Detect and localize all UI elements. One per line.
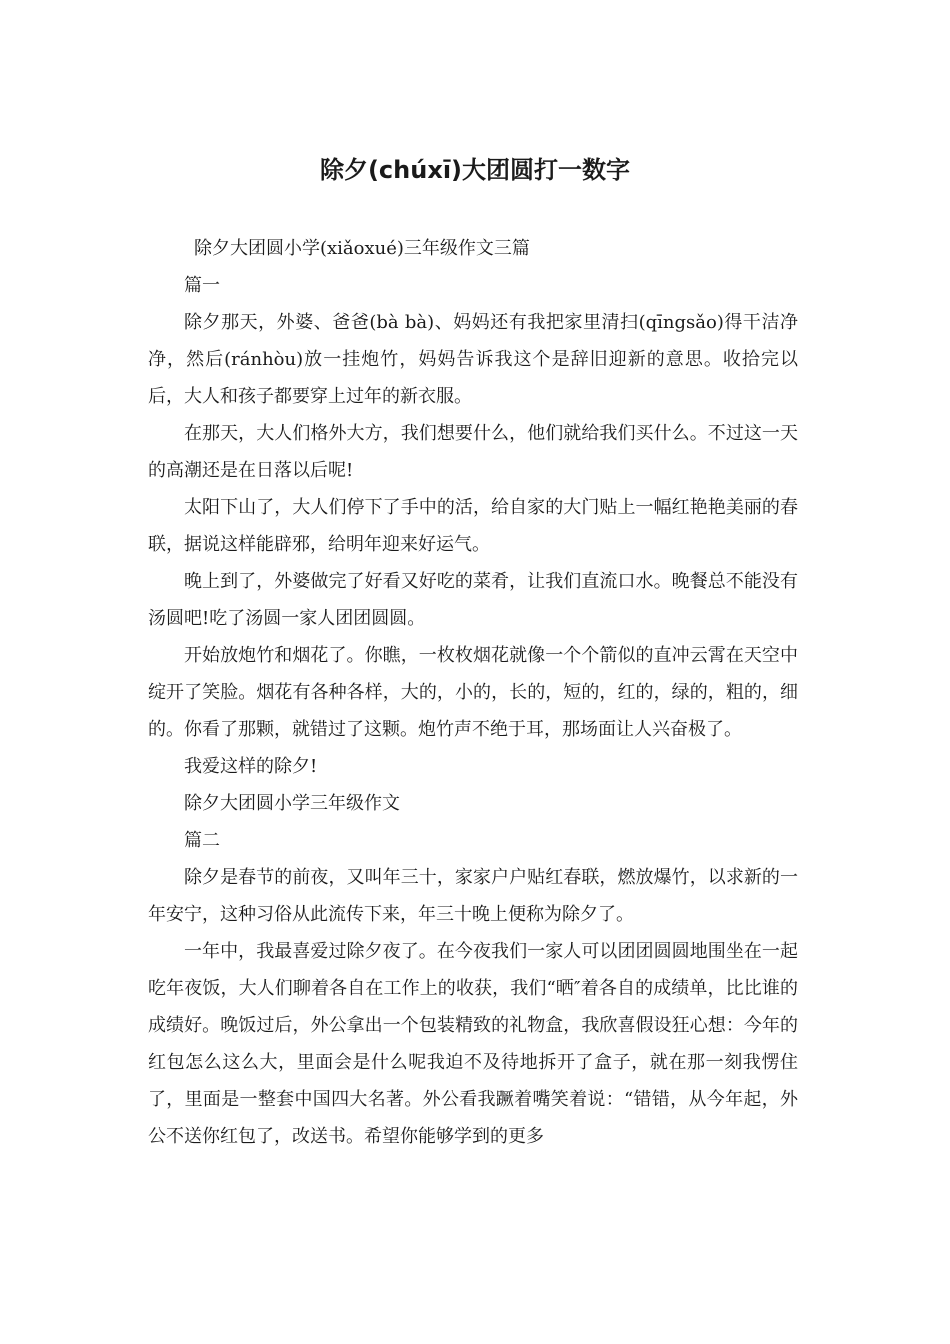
- section-heading: 篇二: [184, 830, 220, 851]
- document-body: [148, 230, 798, 1155]
- paragraph: 太阳下山了，大人们停下了手中的活，给自家的大门贴上一幅红艳艳美丽的春联，据说这样能辟邪，给明年迎来好运气。: [148, 497, 798, 555]
- paragraph: 在那天，大人们格外大方，我们想要什么，他们就给我们买什么。不过这一天的高潮还是在日落以后呢!: [148, 423, 798, 481]
- paragraph: 除夕是春节的前夜，又叫年三十，家家户户贴红春联，燃放爆竹，以求新的一年安宁，这种习俗从此流传下来，年三十晚上便称为除夕了。: [148, 867, 798, 925]
- paragraph: 我爱这样的除夕!: [184, 756, 318, 777]
- paragraph: 一年中，我最喜爱过除夕夜了。在今夜我们一家人可以团团圆圆地围坐在一起吃年夜饭，大人们聊着各自在工作上的收获，我们“晒″着各自的成绩单，比比谁的成绩好。晚饭过后，外公拿出一个包装精致的礼物盒，我欣喜假设狂心想：今年的红包怎么这么大，里面会是什么呢我迫不及待地拆开了盒子，就在那一刻我愣住了，里面是一整套中国四大名著。外公看我蹶着嘴笑着说：“错错，从今年起，外公不送你红包了，改送书。希望你能够学到的更多: [148, 941, 798, 1147]
- paragraph: 晚上到了，外婆做完了好看又好吃的菜肴，让我们直流口水。晚餐总不能没有汤圆吧!吃了汤圆一家人团团圆圆。: [148, 571, 798, 629]
- document-subtitle: 除夕大团圆小学(xiǎoxué)三年级作文三篇: [194, 238, 530, 259]
- section-title: 除夕大团圆小学三年级作文: [184, 793, 400, 814]
- paragraph: 除夕那天，外婆、爸爸(bà bà)、妈妈还有我把家里清扫(qīngsǎo)得干洁净净，然后(ránhòu)放一挂炮竹，妈妈告诉我这个是辞旧迎新的意思。收拾完以后，大人和孩子都要穿上过年的新衣服。: [148, 312, 798, 407]
- section-heading: 篇一: [184, 275, 220, 296]
- paragraph: 开始放炮竹和烟花了。你瞧，一枚枚烟花就像一个个箭似的直冲云霄在天空中绽开了笑脸。烟花有各种各样，大的，小的，长的，短的，红的，绿的，粗的，细的。你看了那颗，就错过了这颗。炮竹声不绝于耳，那场面让人兴奋极了。: [148, 645, 798, 740]
- document-title: 除夕(chúxī)大团圆打一数字: [319, 156, 631, 184]
